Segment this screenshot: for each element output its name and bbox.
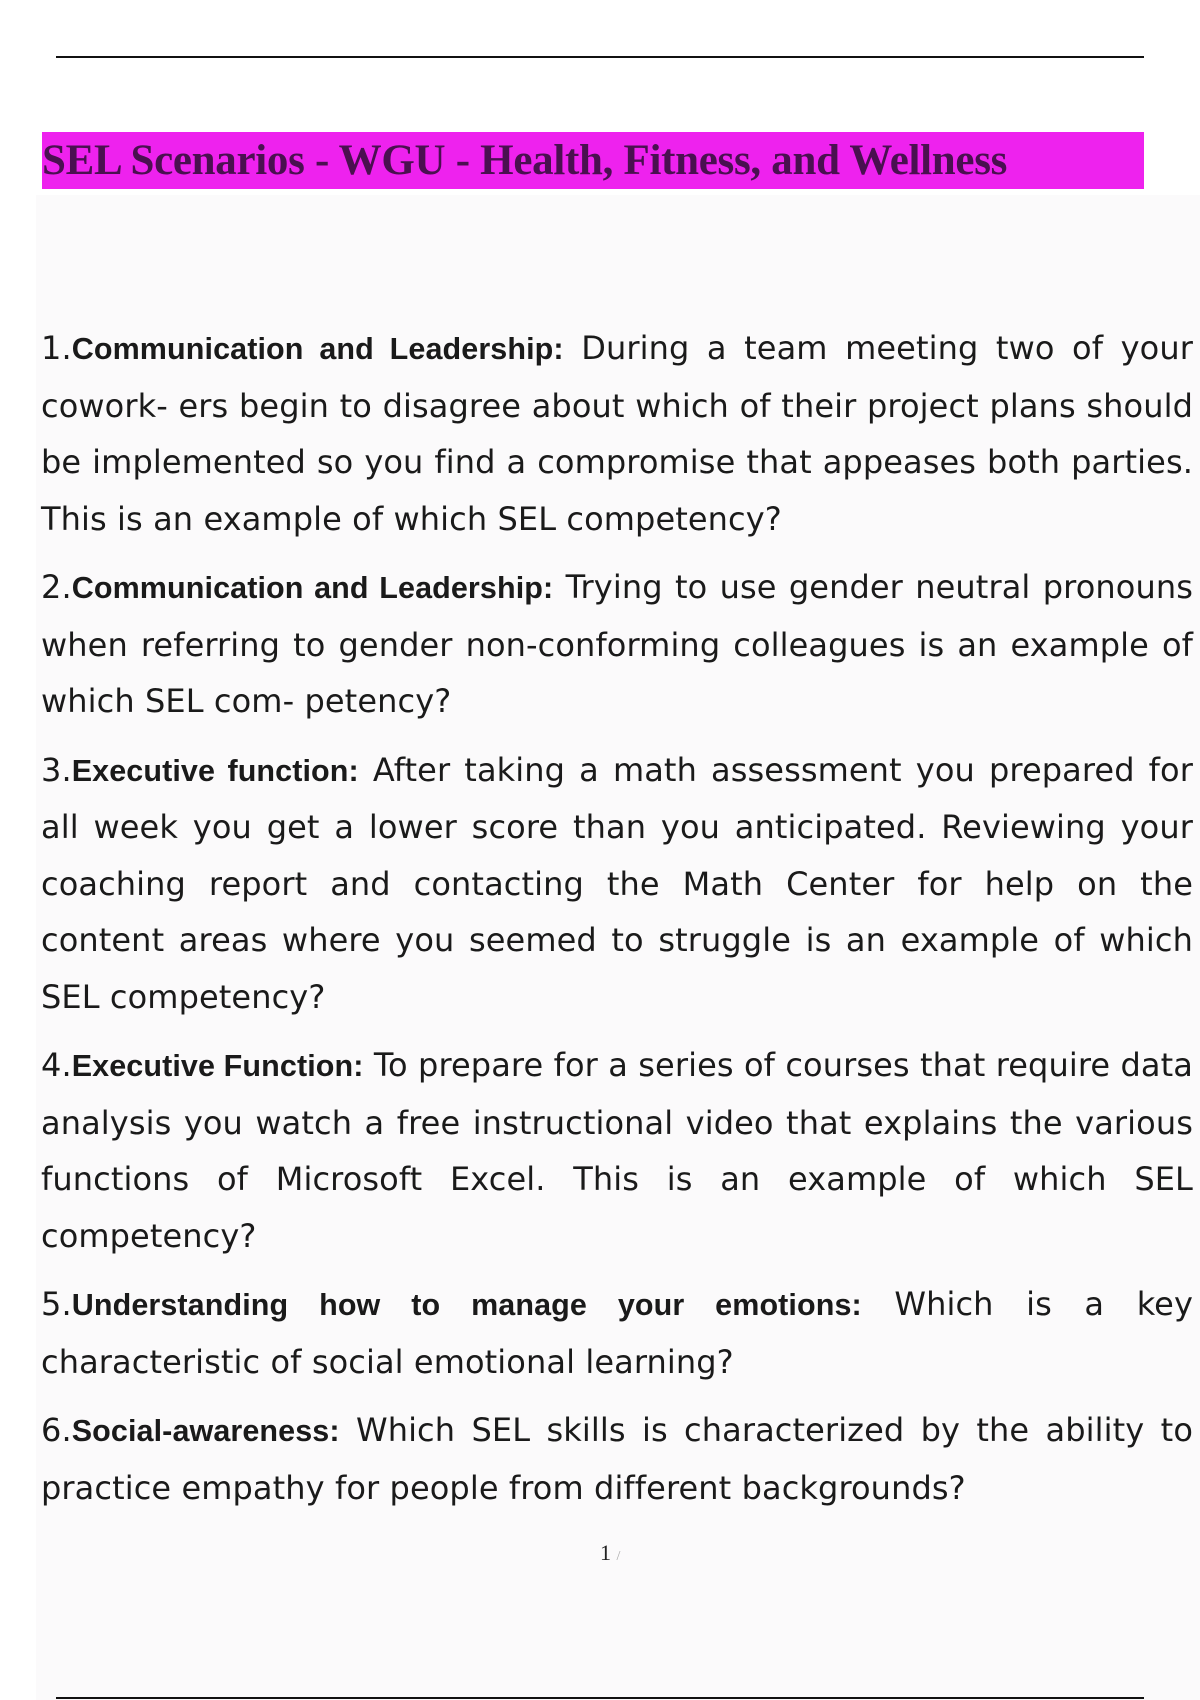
- list-item: [41, 1037, 1193, 1264]
- item-text: Trying to use gender neutral pronouns when referring to gender non-conforming colleagues is an example of which SEL com- petency?: [41, 568, 1193, 720]
- scenario-list: [41, 320, 1193, 1528]
- item-number: 6.: [41, 1411, 72, 1449]
- list-item: [41, 742, 1193, 1026]
- page-number-value: 1: [600, 1540, 611, 1565]
- list-item: [41, 559, 1193, 730]
- item-text: Which SEL skills is characterized by the ability to practice empathy for people from different backgrounds?: [41, 1411, 1193, 1507]
- top-rule: [56, 56, 1144, 58]
- list-item: [41, 1276, 1193, 1390]
- item-number: 5.: [41, 1285, 72, 1323]
- document-title: SEL Scenarios - WGU - Health, Fitness, and Wellness: [42, 137, 1008, 184]
- item-number: 4.: [41, 1046, 72, 1084]
- bottom-rule: [56, 1697, 1144, 1699]
- item-number: 2.: [41, 568, 72, 606]
- list-item: [41, 320, 1193, 547]
- item-heading: Communication and Leadership:: [71, 332, 564, 366]
- list-item: [41, 1402, 1193, 1516]
- item-heading: Executive function:: [71, 753, 359, 788]
- item-text: After taking a math assessment you prepared for all week you get a lower score than you anticipated. Reviewing your coaching report and contacting the Math Center for help on the content areas where you seemed to struggle is an example of which SEL competency?: [41, 750, 1193, 1016]
- item-heading: Social-awareness:: [71, 1414, 340, 1448]
- page-number: [600, 1540, 620, 1566]
- item-number: 3.: [41, 750, 72, 789]
- item-heading: Communication and Leadership:: [71, 571, 554, 605]
- item-text: During a team meeting two of your cowork- ers begin to disagree about which of their project plans should be implemented so you find a compromise that appeases both parties. This is an example of which SEL competency?: [41, 329, 1193, 538]
- item-heading: Executive Function:: [71, 1049, 364, 1083]
- item-text: Which is a key characteristic of social emotional learning?: [41, 1285, 1194, 1381]
- item-number: 1.: [41, 329, 72, 367]
- item-heading: Understanding how to manage your emotions:: [71, 1288, 862, 1322]
- item-text: To prepare for a series of courses that require data analysis you watch a free instructional video that explains the various functions of Microsoft Excel. This is an example of which SEL competency?: [41, 1046, 1193, 1255]
- page-number-suffix: /: [616, 1549, 621, 1564]
